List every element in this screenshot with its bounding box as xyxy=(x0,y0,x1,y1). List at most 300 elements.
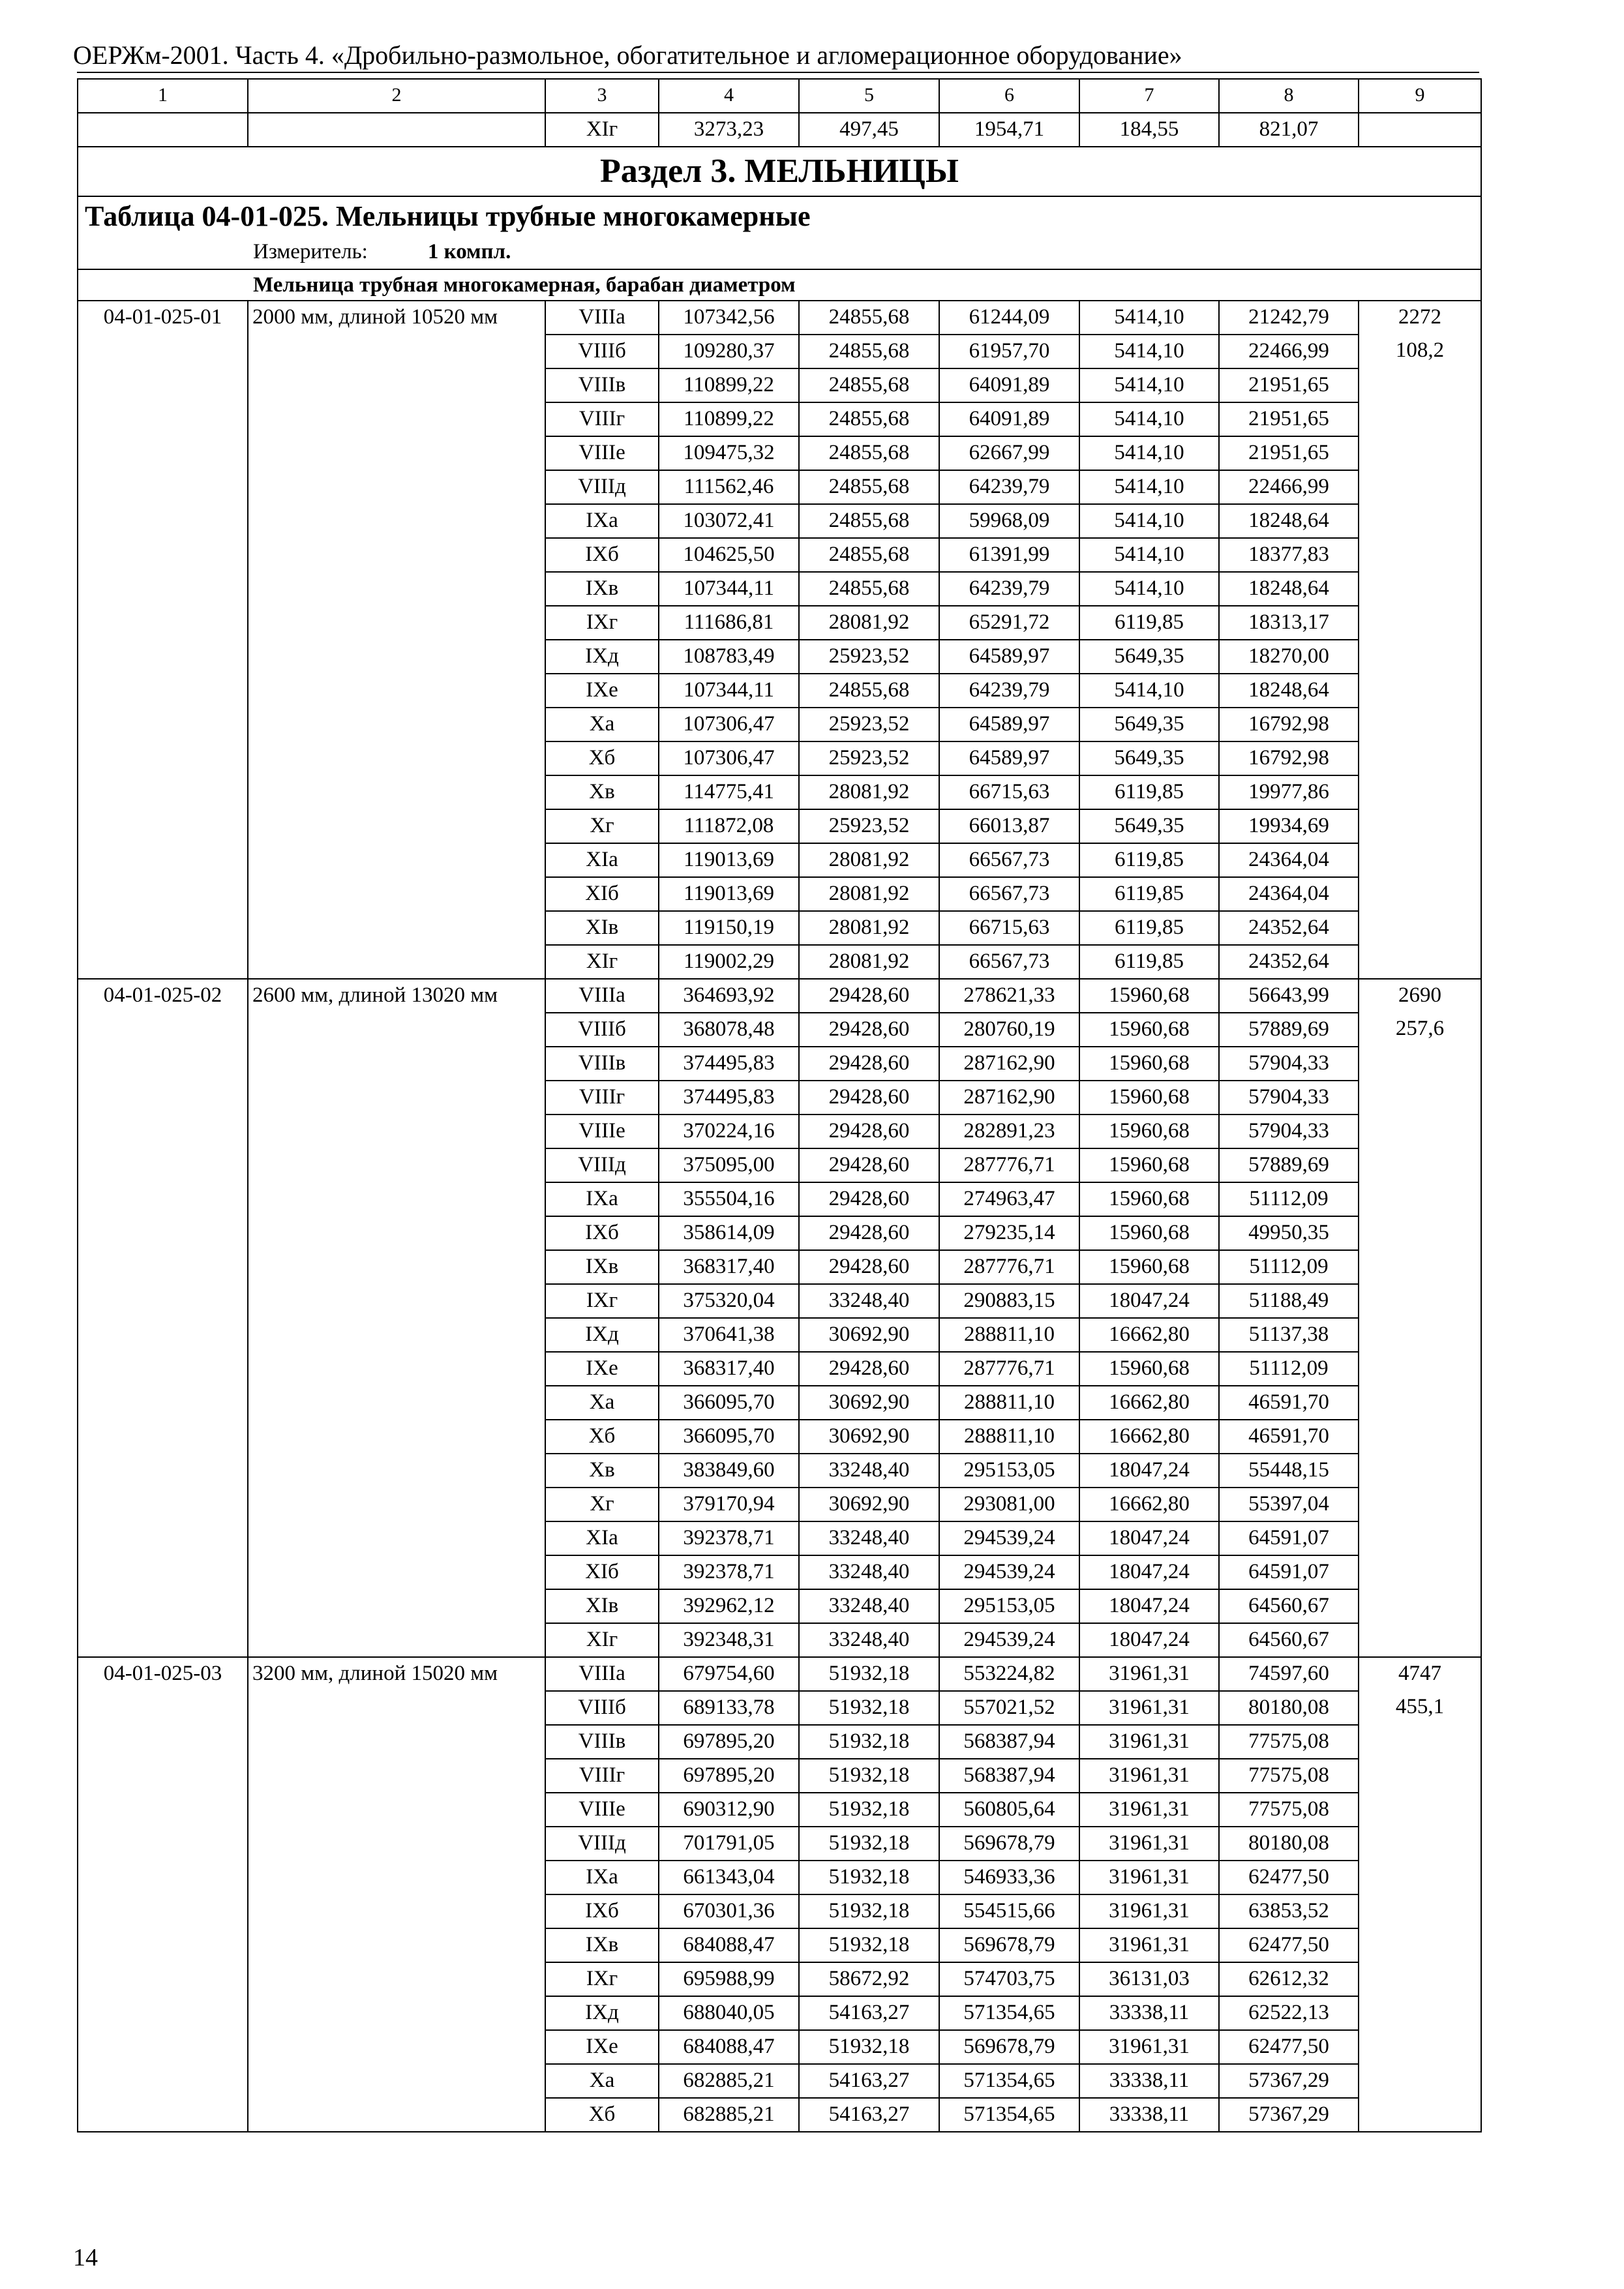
value-cell: 821,07 xyxy=(1219,113,1359,147)
rate-code-cell xyxy=(78,1521,248,1555)
table-row xyxy=(78,1725,1481,1759)
value-cell: 64589,97 xyxy=(939,741,1079,775)
value-cell: 62612,32 xyxy=(1219,1962,1359,1996)
table-row xyxy=(78,741,1481,775)
table-row xyxy=(78,1148,1481,1182)
value-cell: 24855,68 xyxy=(799,301,939,335)
value-cell: 29428,60 xyxy=(799,1013,939,1047)
value-cell: 54163,27 xyxy=(799,1996,939,2030)
table-row xyxy=(78,1420,1481,1454)
subtitle-row xyxy=(78,269,1481,301)
value-cell: 24364,04 xyxy=(1219,877,1359,911)
value-cell: 31961,31 xyxy=(1079,1793,1219,1827)
value-cell: 355504,16 xyxy=(659,1182,799,1216)
section-title-row xyxy=(78,147,1481,196)
rates-table xyxy=(77,78,1482,2132)
table-row xyxy=(78,1284,1481,1318)
value-cell: 5414,10 xyxy=(1079,368,1219,402)
table-row xyxy=(78,979,1481,1013)
zone-cell: VIIIд xyxy=(545,470,659,504)
value-cell: 51932,18 xyxy=(799,1861,939,1894)
description-cell xyxy=(248,402,545,436)
value-cell: 374495,83 xyxy=(659,1047,799,1081)
value-cell: 278621,33 xyxy=(939,979,1079,1013)
rate-code-cell xyxy=(78,1962,248,1996)
zone-cell: IXe xyxy=(545,2030,659,2064)
zone-cell: VIIIв xyxy=(545,1047,659,1081)
description-cell xyxy=(248,1623,545,1657)
value-cell: 30692,90 xyxy=(799,1420,939,1454)
value-cell: 294539,24 xyxy=(939,1623,1079,1657)
value-cell: 392378,71 xyxy=(659,1521,799,1555)
extra-value-cell xyxy=(1359,741,1481,775)
value-cell: 18248,64 xyxy=(1219,504,1359,538)
value-cell: 24352,64 xyxy=(1219,945,1359,979)
extra-value-cell xyxy=(1359,1488,1481,1521)
value-cell: 364693,92 xyxy=(659,979,799,1013)
value-cell: 36131,03 xyxy=(1079,1962,1219,1996)
rate-code-cell: 04-01-025-01 xyxy=(78,301,248,335)
value-cell: 51932,18 xyxy=(799,1725,939,1759)
table-subtitle: Мельница трубная многокамерная, барабан диаметром xyxy=(78,269,1481,301)
description-cell xyxy=(248,1386,545,1420)
extra-value-cell xyxy=(1359,538,1481,572)
zone-cell: VIIIг xyxy=(545,402,659,436)
value-cell: 697895,20 xyxy=(659,1759,799,1793)
description-cell xyxy=(248,1928,545,1962)
value-cell: 374495,83 xyxy=(659,1081,799,1115)
table-row xyxy=(78,1250,1481,1284)
description-cell xyxy=(248,2030,545,2064)
table-title-row xyxy=(78,196,1481,236)
table-row xyxy=(78,1318,1481,1352)
value-cell: 18248,64 xyxy=(1219,674,1359,708)
extra-value-cell xyxy=(1359,2064,1481,2098)
value-cell: 107342,56 xyxy=(659,301,799,335)
value-cell: 18313,17 xyxy=(1219,606,1359,640)
zone-cell: IXг xyxy=(545,606,659,640)
value-cell: 107306,47 xyxy=(659,741,799,775)
zone-cell: VIIIб xyxy=(545,335,659,368)
extra-value-cell xyxy=(1359,1115,1481,1148)
value-cell: 16662,80 xyxy=(1079,1488,1219,1521)
value-cell: 107306,47 xyxy=(659,708,799,741)
value-cell: 57904,33 xyxy=(1219,1115,1359,1148)
value-cell: 51188,49 xyxy=(1219,1284,1359,1318)
value-cell: 51932,18 xyxy=(799,1827,939,1861)
rate-code-cell xyxy=(78,1623,248,1657)
table-row xyxy=(78,1352,1481,1386)
value-cell: 64560,67 xyxy=(1219,1623,1359,1657)
value-cell: 64589,97 xyxy=(939,640,1079,674)
value-cell: 77575,08 xyxy=(1219,1793,1359,1827)
value-cell: 18047,24 xyxy=(1079,1521,1219,1555)
extra-value-cell xyxy=(1359,1861,1481,1894)
extra-value-cell xyxy=(1359,1047,1481,1081)
value-cell: 64239,79 xyxy=(939,572,1079,606)
value-cell: 29428,60 xyxy=(799,1182,939,1216)
rate-code-cell xyxy=(78,809,248,843)
value-cell: 6119,85 xyxy=(1079,606,1219,640)
rate-code-cell xyxy=(78,572,248,606)
zone-cell: XIв xyxy=(545,911,659,945)
zone-cell: IXб xyxy=(545,1216,659,1250)
rate-code-cell xyxy=(78,2030,248,2064)
description-cell xyxy=(248,945,545,979)
table-row xyxy=(78,1081,1481,1115)
zone-cell: Xa xyxy=(545,708,659,741)
column-number: 5 xyxy=(799,79,939,113)
table-row xyxy=(78,640,1481,674)
value-cell: 51932,18 xyxy=(799,1928,939,1962)
value-cell: 66715,63 xyxy=(939,911,1079,945)
value-cell: 54163,27 xyxy=(799,2098,939,2132)
value-cell: 379170,94 xyxy=(659,1488,799,1521)
zone-cell: Xб xyxy=(545,1420,659,1454)
value-cell: 569678,79 xyxy=(939,1928,1079,1962)
rate-code-cell xyxy=(78,674,248,708)
value-cell: 31961,31 xyxy=(1079,1827,1219,1861)
value-cell: 546933,36 xyxy=(939,1861,1079,1894)
value-cell: 294539,24 xyxy=(939,1555,1079,1589)
rate-code-cell xyxy=(78,1318,248,1352)
description-cell xyxy=(248,640,545,674)
value-cell: 569678,79 xyxy=(939,2030,1079,2064)
extra-value-cell xyxy=(1359,1725,1481,1759)
value-cell: 571354,65 xyxy=(939,2064,1079,2098)
value-cell: 15960,68 xyxy=(1079,1115,1219,1148)
value-cell: 66567,73 xyxy=(939,877,1079,911)
value-cell: 31961,31 xyxy=(1079,1725,1219,1759)
value-cell: 18248,64 xyxy=(1219,572,1359,606)
rate-code-cell xyxy=(78,1827,248,1861)
table-row xyxy=(78,708,1481,741)
value-cell: 15960,68 xyxy=(1079,1013,1219,1047)
value-cell: 15960,68 xyxy=(1079,1216,1219,1250)
value-cell: 16662,80 xyxy=(1079,1386,1219,1420)
value-cell: 33248,40 xyxy=(799,1623,939,1657)
description-cell: 2600 мм, длиной 13020 мм xyxy=(248,979,545,1013)
zone-cell: IXe xyxy=(545,674,659,708)
table-row xyxy=(78,1793,1481,1827)
table-row xyxy=(78,436,1481,470)
value-cell: 16792,98 xyxy=(1219,708,1359,741)
value-cell: 24855,68 xyxy=(799,572,939,606)
description-cell xyxy=(248,2098,545,2132)
value-cell: 569678,79 xyxy=(939,1827,1079,1861)
extra-value-cell xyxy=(1359,1894,1481,1928)
rate-code-cell xyxy=(78,470,248,504)
column-number: 7 xyxy=(1079,79,1219,113)
rate-code-cell xyxy=(78,1148,248,1182)
value-cell: 33248,40 xyxy=(799,1589,939,1623)
value-cell: 61957,70 xyxy=(939,335,1079,368)
value-cell: 670301,36 xyxy=(659,1894,799,1928)
table-row xyxy=(78,368,1481,402)
value-cell: 24855,68 xyxy=(799,402,939,436)
value-cell: 571354,65 xyxy=(939,2098,1079,2132)
description-cell xyxy=(248,1555,545,1589)
value-cell: 66567,73 xyxy=(939,945,1079,979)
value-cell: 5649,35 xyxy=(1079,741,1219,775)
value-cell: 111872,08 xyxy=(659,809,799,843)
zone-cell: XIa xyxy=(545,843,659,877)
value-cell: 28081,92 xyxy=(799,911,939,945)
value-cell: 57889,69 xyxy=(1219,1148,1359,1182)
zone-cell: Xг xyxy=(545,1488,659,1521)
description-cell xyxy=(248,741,545,775)
value-cell: 290883,15 xyxy=(939,1284,1079,1318)
value-cell: 33248,40 xyxy=(799,1555,939,1589)
value-cell: 368317,40 xyxy=(659,1250,799,1284)
rate-code-cell xyxy=(78,1691,248,1725)
zone-cell: IXд xyxy=(545,640,659,674)
value-cell: 5649,35 xyxy=(1079,640,1219,674)
carryover-row xyxy=(78,113,1481,147)
value-cell: 16662,80 xyxy=(1079,1318,1219,1352)
table-row xyxy=(78,2064,1481,2098)
zone-cell: IXд xyxy=(545,1318,659,1352)
value-cell: 368078,48 xyxy=(659,1013,799,1047)
table-row xyxy=(78,1928,1481,1962)
value-cell: 51932,18 xyxy=(799,1657,939,1691)
description-cell xyxy=(248,708,545,741)
zone-cell: VIIIг xyxy=(545,1081,659,1115)
rate-code-cell xyxy=(78,606,248,640)
extra-value-cell xyxy=(1359,1759,1481,1793)
zone-cell: IXв xyxy=(545,1928,659,1962)
rate-code-cell xyxy=(78,1182,248,1216)
table-row xyxy=(78,1657,1481,1691)
value-cell: 31961,31 xyxy=(1079,2030,1219,2064)
value-cell: 65291,72 xyxy=(939,606,1079,640)
rates-table-container xyxy=(77,78,1481,2132)
value-cell: 30692,90 xyxy=(799,1386,939,1420)
zone-cell: IXг xyxy=(545,1284,659,1318)
zone-cell: Xб xyxy=(545,741,659,775)
value-cell: 46591,70 xyxy=(1219,1420,1359,1454)
rate-code-cell xyxy=(78,436,248,470)
table-row xyxy=(78,1216,1481,1250)
table-row xyxy=(78,843,1481,877)
table-row xyxy=(78,402,1481,436)
value-cell: 108783,49 xyxy=(659,640,799,674)
description-cell xyxy=(248,1894,545,1928)
value-cell: 280760,19 xyxy=(939,1013,1079,1047)
rate-code-cell xyxy=(78,1589,248,1623)
rate-code-cell xyxy=(78,708,248,741)
value-cell: 31961,31 xyxy=(1079,1759,1219,1793)
value-cell: 15960,68 xyxy=(1079,1250,1219,1284)
rate-code-cell xyxy=(78,402,248,436)
description-cell xyxy=(248,674,545,708)
value-cell: 21951,65 xyxy=(1219,436,1359,470)
value-cell: 571354,65 xyxy=(939,1996,1079,2030)
rate-code-cell xyxy=(78,1386,248,1420)
value-cell: 31961,31 xyxy=(1079,1928,1219,1962)
table-row xyxy=(78,877,1481,911)
extra-value-cell: 257,6 xyxy=(1359,1013,1481,1047)
value-cell: 33338,11 xyxy=(1079,2064,1219,2098)
value-cell: 56643,99 xyxy=(1219,979,1359,1013)
value-cell: 77575,08 xyxy=(1219,1725,1359,1759)
description-cell xyxy=(248,1081,545,1115)
value-cell: 688040,05 xyxy=(659,1996,799,2030)
value-cell: 18047,24 xyxy=(1079,1589,1219,1623)
extra-value-cell xyxy=(1359,1250,1481,1284)
value-cell: 568387,94 xyxy=(939,1759,1079,1793)
value-cell: 62667,99 xyxy=(939,436,1079,470)
description-cell xyxy=(248,1420,545,1454)
value-cell: 18047,24 xyxy=(1079,1623,1219,1657)
value-cell: 6119,85 xyxy=(1079,911,1219,945)
zone-cell: VIIIв xyxy=(545,1725,659,1759)
table-row xyxy=(78,809,1481,843)
table-row xyxy=(78,1521,1481,1555)
value-cell: 368317,40 xyxy=(659,1352,799,1386)
table-row xyxy=(78,1047,1481,1081)
description-cell xyxy=(248,436,545,470)
description-cell xyxy=(248,1352,545,1386)
table-row xyxy=(78,775,1481,809)
value-cell: 24855,68 xyxy=(799,674,939,708)
value-cell: 184,55 xyxy=(1079,113,1219,147)
value-cell: 18270,00 xyxy=(1219,640,1359,674)
value-cell: 51112,09 xyxy=(1219,1182,1359,1216)
value-cell: 29428,60 xyxy=(799,1148,939,1182)
value-cell: 119013,69 xyxy=(659,843,799,877)
value-cell: 110899,22 xyxy=(659,368,799,402)
zone-cell: IXa xyxy=(545,1861,659,1894)
value-cell: 28081,92 xyxy=(799,606,939,640)
description-cell xyxy=(248,368,545,402)
table-row xyxy=(78,606,1481,640)
zone-cell: VIIIe xyxy=(545,436,659,470)
value-cell: 119150,19 xyxy=(659,911,799,945)
value-cell: 64091,89 xyxy=(939,402,1079,436)
table-row xyxy=(78,1386,1481,1420)
description-cell xyxy=(248,1725,545,1759)
extra-value-cell xyxy=(1359,368,1481,402)
value-cell: 80180,08 xyxy=(1219,1827,1359,1861)
description-cell xyxy=(248,1759,545,1793)
value-cell: 294539,24 xyxy=(939,1521,1079,1555)
value-cell: 64591,07 xyxy=(1219,1521,1359,1555)
value-cell: 287776,71 xyxy=(939,1352,1079,1386)
value-cell: 25923,52 xyxy=(799,809,939,843)
extra-value-cell xyxy=(1359,1352,1481,1386)
extra-value-cell xyxy=(1359,1589,1481,1623)
value-cell: 31961,31 xyxy=(1079,1691,1219,1725)
value-cell: 55448,15 xyxy=(1219,1454,1359,1488)
value-cell: 5649,35 xyxy=(1079,809,1219,843)
table-row xyxy=(78,1013,1481,1047)
rate-code-cell xyxy=(78,1420,248,1454)
extra-value-cell xyxy=(1359,1284,1481,1318)
column-number: 2 xyxy=(248,79,545,113)
value-cell: 29428,60 xyxy=(799,1250,939,1284)
table-row xyxy=(78,1115,1481,1148)
rate-code-cell xyxy=(78,1725,248,1759)
rate-code-cell xyxy=(78,538,248,572)
value-cell: 51932,18 xyxy=(799,2030,939,2064)
value-cell: 682885,21 xyxy=(659,2064,799,2098)
value-cell: 61244,09 xyxy=(939,301,1079,335)
value-cell: 6119,85 xyxy=(1079,775,1219,809)
value-cell: 49950,35 xyxy=(1219,1216,1359,1250)
value-cell: 554515,66 xyxy=(939,1894,1079,1928)
value-cell: 15960,68 xyxy=(1079,1148,1219,1182)
value-cell: 682885,21 xyxy=(659,2098,799,2132)
value-cell: 64589,97 xyxy=(939,708,1079,741)
value-cell: 33248,40 xyxy=(799,1521,939,1555)
value-cell: 1954,71 xyxy=(939,113,1079,147)
value-cell: 684088,47 xyxy=(659,2030,799,2064)
value-cell: 107344,11 xyxy=(659,572,799,606)
extra-value-cell xyxy=(1359,674,1481,708)
value-cell: 46591,70 xyxy=(1219,1386,1359,1420)
value-cell: 25923,52 xyxy=(799,741,939,775)
column-number: 4 xyxy=(659,79,799,113)
value-cell: 58672,92 xyxy=(799,1962,939,1996)
value-cell: 288811,10 xyxy=(939,1386,1079,1420)
value-cell: 62477,50 xyxy=(1219,1861,1359,1894)
value-cell: 24352,64 xyxy=(1219,911,1359,945)
extra-value-cell xyxy=(1359,1420,1481,1454)
value-cell: 18047,24 xyxy=(1079,1284,1219,1318)
extra-value-cell xyxy=(1359,1521,1481,1555)
table-row xyxy=(78,1861,1481,1894)
value-cell: 57367,29 xyxy=(1219,2098,1359,2132)
value-cell: 30692,90 xyxy=(799,1488,939,1521)
table-row xyxy=(78,538,1481,572)
value-cell: 568387,94 xyxy=(939,1725,1079,1759)
table-row xyxy=(78,1454,1481,1488)
value-cell: 661343,04 xyxy=(659,1861,799,1894)
value-cell: 679754,60 xyxy=(659,1657,799,1691)
extra-value-cell: 455,1 xyxy=(1359,1691,1481,1725)
description-cell xyxy=(248,1148,545,1182)
value-cell: 701791,05 xyxy=(659,1827,799,1861)
value-cell: 19977,86 xyxy=(1219,775,1359,809)
value-cell: 51932,18 xyxy=(799,1894,939,1928)
value-cell: 366095,70 xyxy=(659,1420,799,1454)
value-cell: 30692,90 xyxy=(799,1318,939,1352)
table-row xyxy=(78,1827,1481,1861)
zone-cell: XIб xyxy=(545,1555,659,1589)
rate-code-cell xyxy=(78,2064,248,2098)
extra-value-cell xyxy=(1359,1386,1481,1420)
document-header: ОЕРЖм-2001. Часть 4. «Дробильно-размольное, обогатительное и агломерационное оборудование» xyxy=(73,40,1182,70)
rate-code-cell xyxy=(78,945,248,979)
value-cell: 295153,05 xyxy=(939,1454,1079,1488)
value-cell: 392378,71 xyxy=(659,1555,799,1589)
value-cell: 29428,60 xyxy=(799,979,939,1013)
extra-value-cell xyxy=(1359,1454,1481,1488)
rate-code-cell xyxy=(78,1488,248,1521)
description-cell xyxy=(248,1115,545,1148)
value-cell: 111562,46 xyxy=(659,470,799,504)
measure-cell xyxy=(78,236,1481,269)
value-cell: 557021,52 xyxy=(939,1691,1079,1725)
rate-code-cell xyxy=(78,877,248,911)
value-cell: 5649,35 xyxy=(1079,708,1219,741)
value-cell: 64239,79 xyxy=(939,470,1079,504)
value-cell: 560805,64 xyxy=(939,1793,1079,1827)
table-row xyxy=(78,1996,1481,2030)
value-cell: 61391,99 xyxy=(939,538,1079,572)
value-cell: 574703,75 xyxy=(939,1962,1079,1996)
